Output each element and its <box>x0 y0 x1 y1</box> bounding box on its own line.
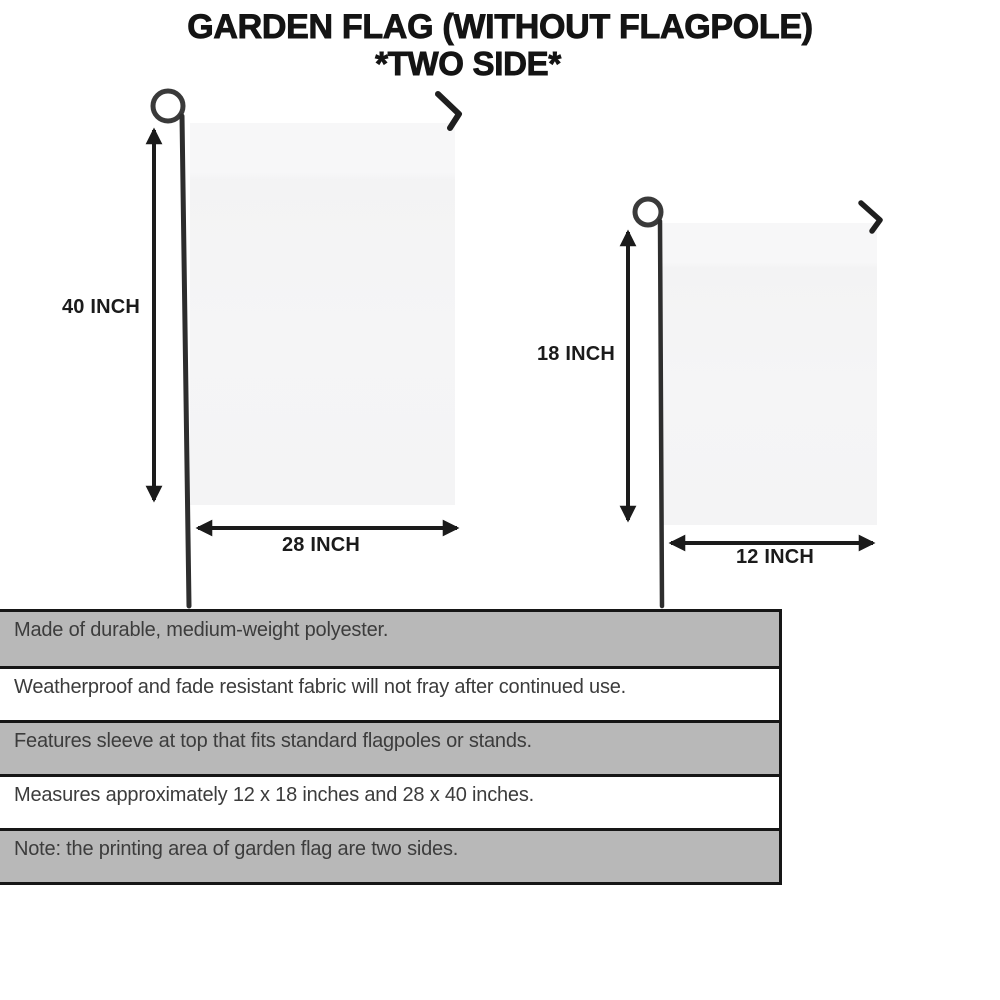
large-hook-icon <box>438 94 459 128</box>
feature-table <box>0 609 782 885</box>
large-flag-width-label: 28 INCH <box>281 534 361 556</box>
feature-row-3: Features sleeve at top that fits standard flagpoles or stands. <box>0 720 779 774</box>
small-flag-height-label: 18 INCH <box>536 343 616 365</box>
feature-row-1: Made of durable, medium-weight polyester. <box>0 612 779 666</box>
small-flagpole-icon <box>635 199 662 606</box>
large-flagpole-icon <box>153 91 189 606</box>
feature-row-4: Measures approximately 12 x 18 inches and 28 x 40 inches. <box>0 774 779 828</box>
title-line-2: *TWO SIDE* <box>375 45 561 82</box>
feature-row-5: Note: the printing area of garden flag are two sides. <box>0 828 779 882</box>
title-line-1: GARDEN FLAG (WITHOUT FLAGPOLE) <box>187 8 813 46</box>
large-flag-height-label: 40 INCH <box>61 296 141 318</box>
feature-row-2: Weatherproof and fade resistant fabric will not fray after continued use. <box>0 666 779 720</box>
small-flag-width-label: 12 INCH <box>735 546 815 568</box>
small-hook-icon <box>861 203 880 231</box>
